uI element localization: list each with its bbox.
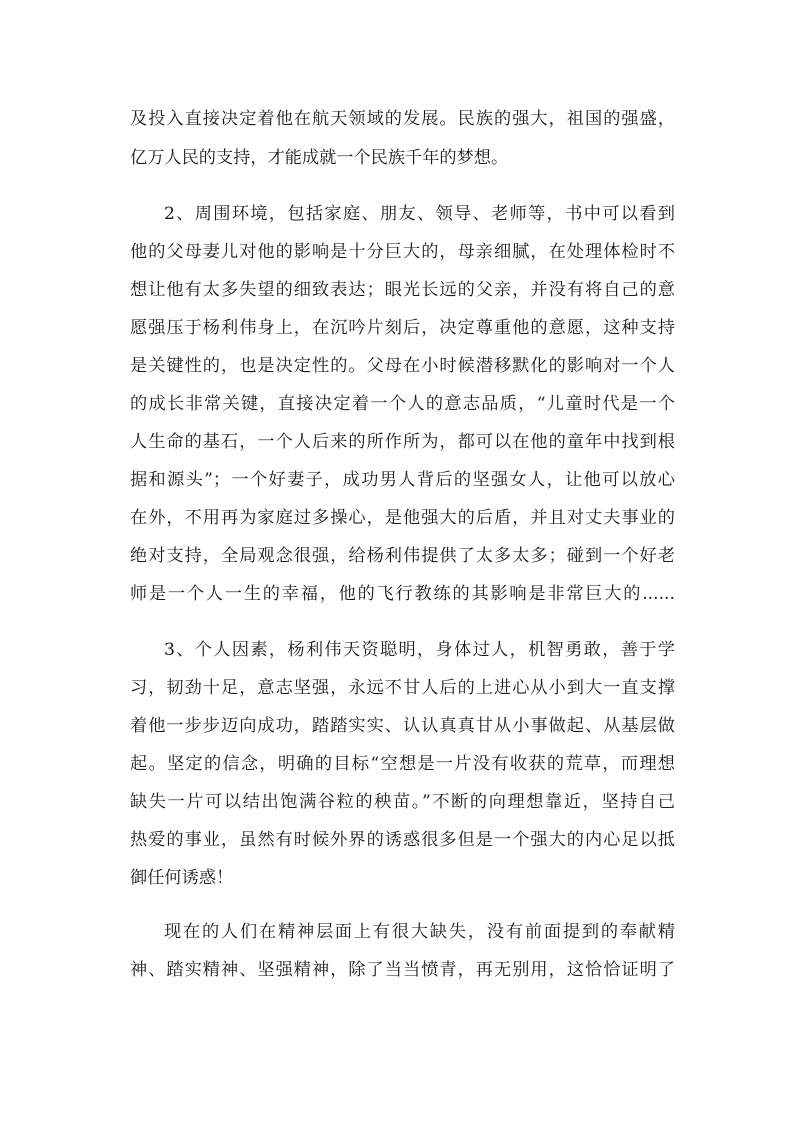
text-line: 缺失一片可以结出饱满谷粒的秧苗。”不断的向理想靠近，坚持自己 bbox=[130, 792, 675, 812]
text-line: 习，韧劲十足，意志坚强，永远不甘人后的上进心从小到大一直支撑 bbox=[130, 678, 675, 698]
text-line: 人生命的基石，一个人后来的所作所为，都可以在他的童年中找到根 bbox=[130, 432, 675, 452]
text-line: 的成长非常关键，直接决定着一个人的意志品质，“儿童时代是一个 bbox=[130, 394, 675, 414]
text-line: 亿万人民的支持，才能成就一个民族千年的梦想。 bbox=[130, 148, 509, 168]
text-line: 着他一步步迈向成功，踏踏实实、认认真真甘从小事做起、从基层做 bbox=[130, 716, 675, 736]
text-line: 绝对支持，全局观念很强，给杨利伟提供了太多太多；碰到一个好老 bbox=[130, 546, 675, 566]
text-line: 是关键性的，也是决定性的。父母在小时候潜移默化的影响对一个人 bbox=[130, 356, 675, 376]
text-line: 师是一个人一生的幸福，他的飞行教练的其影响是非常巨大的...... bbox=[130, 584, 675, 604]
text-line: 起。坚定的信念，明确的目标“空想是一片没有收获的荒草，而理想 bbox=[130, 754, 675, 774]
text-line: 神、踏实精神、坚强精神，除了当当愤青，再无别用，这恰恰证明了 bbox=[130, 960, 675, 980]
paragraph-first-line: 3、个人因素，杨利伟天资聪明，身体过人，机智勇敢，善于学 bbox=[164, 640, 675, 660]
text-line: 在外，不用再为家庭过多操心，是他强大的后盾，并且对丈夫事业的 bbox=[130, 508, 675, 528]
text-line: 想让他有太多失望的细致表达；眼光长远的父亲，并没有将自己的意 bbox=[130, 280, 675, 300]
text-line: 据和源头”；一个好妻子，成功男人背后的坚强女人，让他可以放心 bbox=[130, 470, 675, 490]
paragraph-first-line: 现在的人们在精神层面上有很大缺失，没有前面提到的奉献精 bbox=[164, 922, 675, 942]
text-line: 及投入直接决定着他在航天领域的发展。民族的强大，祖国的强盛， bbox=[130, 109, 675, 129]
paragraph-first-line: 2、周围环境，包括家庭、朋友、领导、老师等，书中可以看到 bbox=[164, 204, 675, 224]
text-line: 愿强压于杨利伟身上，在沉吟片刻后，决定尊重他的意愿，这种支持 bbox=[130, 318, 675, 338]
text-line: 御任何诱惑！ bbox=[130, 868, 234, 888]
text-line: 他的父母妻儿对他的影响是十分巨大的，母亲细腻，在处理体检时不 bbox=[130, 242, 675, 262]
text-line: 热爱的事业，虽然有时候外界的诱惑很多但是一个强大的内心足以抵 bbox=[130, 830, 675, 850]
